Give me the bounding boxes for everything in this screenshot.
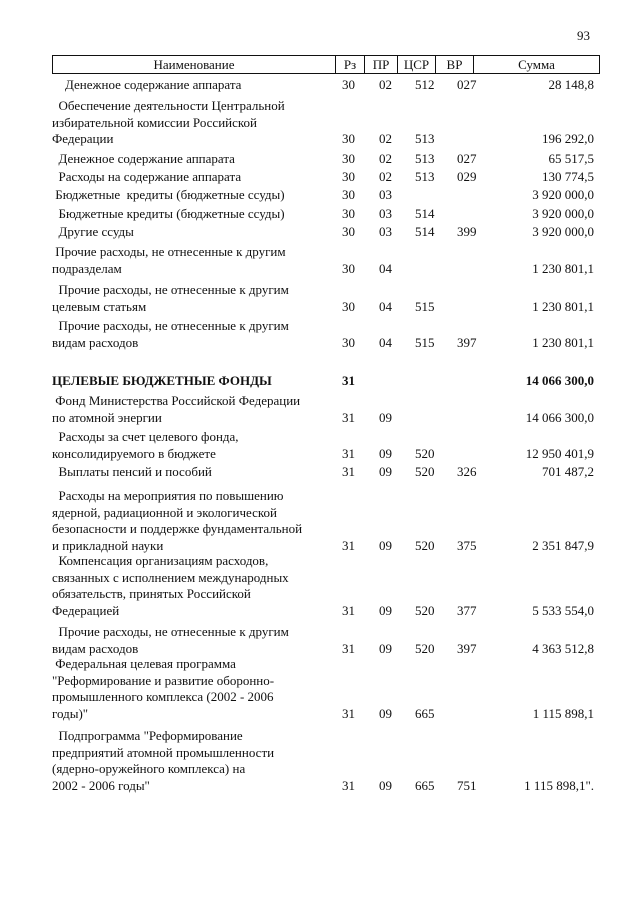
row-name: Другие ссуды xyxy=(52,224,134,239)
table-row-line xyxy=(52,504,600,522)
row-sum: 3 920 000,0 xyxy=(532,206,594,221)
table-row-line xyxy=(52,223,600,241)
row-sum: 3 920 000,0 xyxy=(532,187,594,202)
row-rz: 30 xyxy=(342,334,355,350)
row-rz: 30 xyxy=(342,169,355,184)
row-name: видам расходов xyxy=(52,640,139,656)
row-pr: 02 xyxy=(379,131,392,146)
row-sum: 4 363 512,8 xyxy=(532,640,594,656)
row-sum: 1 115 898,1 xyxy=(532,705,594,721)
row-sum: 14 066 300,0 xyxy=(525,409,594,425)
row-vr: 397 xyxy=(457,640,477,656)
row-rz: 30 xyxy=(342,131,355,146)
row-sum: 65 517,5 xyxy=(548,151,594,166)
table-row-line xyxy=(52,672,600,690)
table-row-line xyxy=(52,445,600,463)
table-row-line xyxy=(52,688,600,706)
table-row-line xyxy=(52,114,600,132)
row-rz: 30 xyxy=(342,187,355,202)
row-name: Бюджетные кредиты (бюджетные ссуды) xyxy=(52,187,285,202)
row-name: Федеральная целевая программа xyxy=(52,656,236,671)
row-csr: 520 xyxy=(415,602,435,618)
row-rz: 31 xyxy=(342,705,355,721)
table-row-line xyxy=(52,260,600,278)
row-name: Выплаты пенсий и пособий xyxy=(52,464,212,479)
header-pr: ПР xyxy=(364,56,397,73)
row-name: (ядерно-оружейного комплекса) на xyxy=(52,761,246,776)
row-rz: 31 xyxy=(342,537,355,553)
row-name: Фонд Министерства Российской Федерации xyxy=(52,393,301,408)
row-pr: 09 xyxy=(379,640,392,656)
row-csr: 665 xyxy=(415,777,435,793)
row-name: по атомной энергии xyxy=(52,409,162,425)
row-pr: 02 xyxy=(379,77,392,92)
table-row-line xyxy=(52,744,600,762)
row-sum: 1 230 801,1 xyxy=(532,298,594,314)
row-sum: 196 292,0 xyxy=(542,131,594,146)
row-sum: 1 230 801,1 xyxy=(532,260,594,276)
row-sum: 2 351 847,9 xyxy=(532,537,594,553)
row-name: Обеспечение деятельности Центральной xyxy=(52,98,285,113)
row-pr: 04 xyxy=(379,334,392,350)
row-sum: 12 950 401,9 xyxy=(525,445,594,461)
row-name: Подпрограмма "Реформирование xyxy=(52,728,243,743)
row-csr: 515 xyxy=(415,334,435,350)
row-name: Расходы на мероприятия по повышению xyxy=(52,488,284,503)
row-rz: 31 xyxy=(342,602,355,618)
row-pr: 02 xyxy=(379,151,392,166)
row-pr: 03 xyxy=(379,187,392,202)
row-vr: 027 xyxy=(457,151,477,166)
row-sum: 14 066 300,0 xyxy=(525,373,594,388)
table-row-line xyxy=(52,186,600,204)
header-vr: ВР xyxy=(435,56,473,73)
row-name: безопасности и поддержке фундаментальной xyxy=(52,521,303,536)
table-row-line xyxy=(52,602,600,620)
row-pr: 04 xyxy=(379,298,392,314)
table-row-line xyxy=(52,705,600,723)
row-name: Прочие расходы, не отнесенные к другим xyxy=(52,624,289,639)
row-vr: 399 xyxy=(457,224,477,239)
row-name: Федерации xyxy=(52,131,114,146)
row-name: консолидируемого в бюджете xyxy=(52,445,216,461)
row-csr: 520 xyxy=(415,464,435,479)
row-vr: 326 xyxy=(457,464,477,479)
row-name: Компенсация организациям расходов, xyxy=(52,553,269,568)
row-rz: 31 xyxy=(342,640,355,656)
row-vr: 377 xyxy=(457,602,477,618)
row-pr: 09 xyxy=(379,409,392,425)
row-name: избирательной комиссии Российской xyxy=(52,114,257,130)
row-rz: 31 xyxy=(342,373,355,388)
table-row-line xyxy=(52,760,600,778)
table-row-line xyxy=(52,777,600,795)
row-sum: 28 148,8 xyxy=(548,77,594,92)
row-csr: 515 xyxy=(415,298,435,314)
row-name: Денежное содержание аппарата xyxy=(52,77,242,92)
row-csr: 513 xyxy=(415,131,435,146)
row-pr: 09 xyxy=(379,464,392,479)
row-pr: 02 xyxy=(379,169,392,184)
row-rz: 30 xyxy=(342,151,355,166)
row-name: годы)" xyxy=(52,705,89,721)
row-csr: 520 xyxy=(415,445,435,461)
row-csr: 520 xyxy=(415,640,435,656)
row-csr: 514 xyxy=(415,224,435,239)
row-name: видам расходов xyxy=(52,334,139,350)
table-row-line xyxy=(52,168,600,186)
row-csr: 514 xyxy=(415,206,435,221)
row-name: 2002 - 2006 годы" xyxy=(52,777,150,793)
header-name: Наименование xyxy=(153,57,235,72)
row-rz: 31 xyxy=(342,464,355,479)
table-row-line xyxy=(52,243,600,261)
row-name: Расходы на содержание аппарата xyxy=(52,169,242,184)
table-row-line xyxy=(52,463,600,481)
row-csr: 513 xyxy=(415,151,435,166)
row-sum: 1 230 801,1 xyxy=(532,334,594,350)
row-pr: 09 xyxy=(379,705,392,721)
row-sum: 3 920 000,0 xyxy=(532,224,594,239)
table-row-line xyxy=(52,317,600,335)
row-pr: 09 xyxy=(379,445,392,461)
table-row-line xyxy=(52,552,600,570)
row-name: Прочие расходы, не отнесенные к другим xyxy=(52,244,286,259)
row-vr: 029 xyxy=(457,169,477,184)
row-rz: 30 xyxy=(342,298,355,314)
row-name: промышленного комплекса (2002 - 2006 xyxy=(52,689,274,704)
row-rz: 30 xyxy=(342,206,355,221)
row-sum: 701 487,2 xyxy=(542,464,594,479)
row-vr: 751 xyxy=(457,777,477,793)
row-name: Денежное содержание аппарата xyxy=(52,151,235,166)
row-name: подразделам xyxy=(52,260,122,276)
row-name: ЦЕЛЕВЫЕ БЮДЖЕТНЫЕ ФОНДЫ xyxy=(52,373,272,388)
table-row-line xyxy=(52,520,600,538)
table-row-line xyxy=(52,130,600,148)
row-vr: 027 xyxy=(457,77,477,92)
row-rz: 30 xyxy=(342,77,355,92)
row-csr: 520 xyxy=(415,537,435,553)
row-vr: 397 xyxy=(457,334,477,350)
row-name: Прочие расходы, не отнесенные к другим xyxy=(52,282,289,297)
row-pr: 03 xyxy=(379,224,392,239)
table-row-line xyxy=(52,487,600,505)
row-name: и прикладной науки xyxy=(52,537,164,553)
table-row-line xyxy=(52,655,600,673)
row-rz: 31 xyxy=(342,445,355,461)
table-row-line xyxy=(52,727,600,745)
table-row-line xyxy=(52,150,600,168)
header-csr: ЦСР xyxy=(397,56,435,73)
row-pr: 09 xyxy=(379,777,392,793)
row-csr: 665 xyxy=(415,705,435,721)
row-pr: 09 xyxy=(379,537,392,553)
row-rz: 31 xyxy=(342,409,355,425)
table-row-line xyxy=(52,623,600,641)
row-pr: 04 xyxy=(379,260,392,276)
row-rz: 30 xyxy=(342,224,355,239)
table-row-line xyxy=(52,281,600,299)
row-name: Бюджетные кредиты (бюджетные ссуды) xyxy=(52,206,285,221)
row-rz: 30 xyxy=(342,260,355,276)
table-row-line xyxy=(52,76,600,94)
table-row-line xyxy=(52,298,600,316)
table-row-line xyxy=(52,569,600,587)
row-name: "Реформирование и развитие оборонно- xyxy=(52,672,275,688)
row-rz: 31 xyxy=(342,777,355,793)
row-pr: 09 xyxy=(379,602,392,618)
table-row-line xyxy=(52,585,600,603)
table-row-line xyxy=(52,428,600,446)
row-name: связанных с исполнением международных xyxy=(52,569,289,585)
row-name: Федерацией xyxy=(52,602,120,618)
row-vr: 375 xyxy=(457,537,477,553)
table-row-line xyxy=(52,97,600,115)
table-header xyxy=(52,55,600,74)
row-sum: 5 533 554,0 xyxy=(532,602,594,618)
header-rz: Рз xyxy=(335,56,364,73)
row-name: обязательств, принятых Российской xyxy=(52,586,251,601)
row-name: предприятий атомной промышленности xyxy=(52,744,275,760)
row-name: целевым статьям xyxy=(52,298,147,314)
row-csr: 512 xyxy=(415,77,435,92)
table-row-line xyxy=(52,205,600,223)
page-number: 93 xyxy=(577,28,590,43)
row-sum: 130 774,5 xyxy=(542,169,594,184)
row-name: Расходы за счет целевого фонда, xyxy=(52,429,239,444)
table-row-line xyxy=(52,372,600,390)
table-row-line xyxy=(52,392,600,410)
header-sum: Сумма xyxy=(473,56,599,73)
row-name: Прочие расходы, не отнесенные к другим xyxy=(52,318,289,333)
row-pr: 03 xyxy=(379,206,392,221)
row-csr: 513 xyxy=(415,169,435,184)
row-sum: 1 115 898,1". xyxy=(524,777,594,793)
table-row-line xyxy=(52,409,600,427)
table-row-line xyxy=(52,334,600,352)
row-name: ядерной, радиационной и экологической xyxy=(52,504,277,520)
